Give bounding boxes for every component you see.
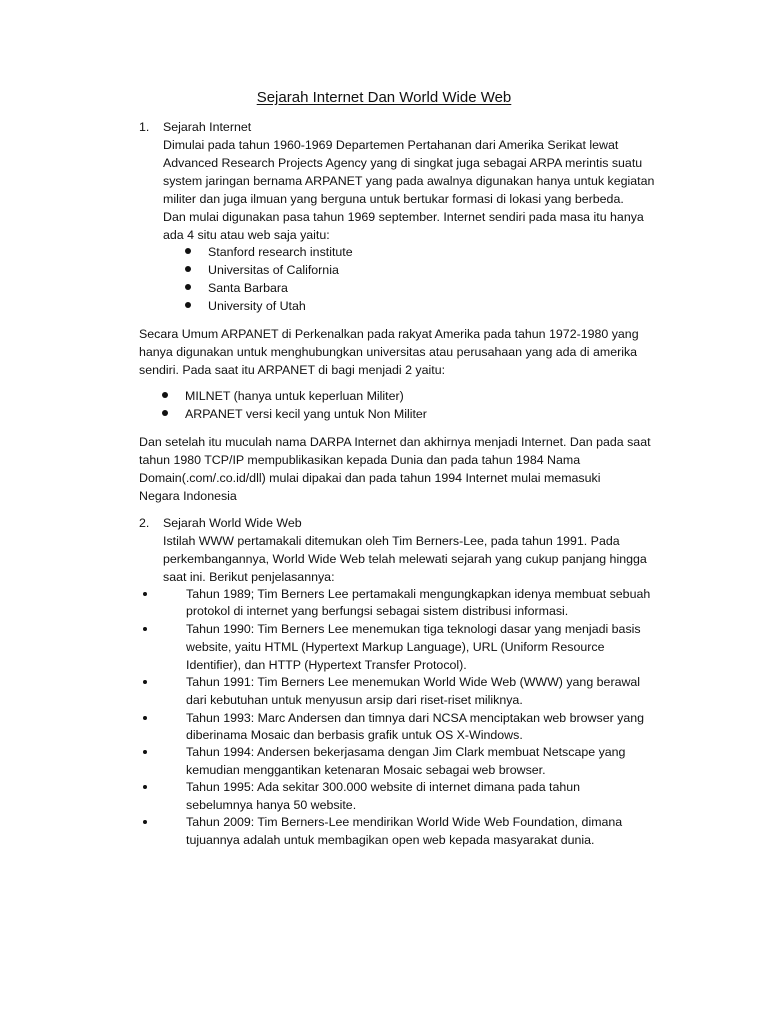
timeline-item-line: Tahun 1993: Marc Andersen dan timnya dari NCSA menciptakan web browser yang (186, 711, 645, 725)
section1-number: 1. (139, 120, 150, 134)
timeline-item-line: Tahun 1994: Andersen bekerjasama dengan Jim Clark membuat Netscape yang (186, 745, 626, 759)
bullet-icon (143, 627, 147, 631)
bullet-icon (143, 592, 147, 596)
section1-intro-line: militer dan juga ilmuan yang berguna untuk bertukar formasi di lokasi yang berbeda. (163, 192, 624, 206)
paragraph-line: Secara Umum ARPANET di Perkenalkan pada rakyat Amerika pada tahun 1972-1980 yang (139, 327, 639, 341)
site-list-item: University of Utah (208, 299, 306, 313)
section1-intro-line: Dimulai pada tahun 1960-1969 Departemen Pertahanan dari Amerika Serikat lewat (163, 138, 619, 152)
site-list-item: Stanford research institute (208, 245, 353, 259)
bullet-icon (185, 248, 191, 254)
timeline-item-line: website, yaitu HTML (Hypertext Markup Language), URL (Uniform Resource (186, 640, 605, 654)
timeline-item-line: Tahun 1990: Tim Berners Lee menemukan tiga teknologi dasar yang menjadi basis (186, 622, 641, 636)
division-list-item: MILNET (hanya untuk keperluan Militer) (185, 389, 404, 403)
timeline-item-line: tujuannya adalah untuk membagikan open web kepada masyarakat dunia. (186, 833, 595, 847)
section2-number: 2. (139, 516, 150, 530)
timeline-item-line: Tahun 1989; Tim Berners Lee pertamakali mengungkapkan idenya membuat sebuah (186, 587, 651, 601)
bullet-icon (185, 302, 191, 308)
paragraph-line: tahun 1980 TCP/IP mempublikasikan kepada Dunia dan pada tahun 1984 Nama (139, 453, 581, 467)
document-title: Sejarah Internet Dan World Wide Web (256, 89, 512, 106)
bullet-icon (143, 680, 147, 684)
bullet-icon (185, 284, 191, 290)
bullet-icon (143, 820, 147, 824)
section1-intro-line: Advanced Research Projects Agency yang di singkat juga sebagai ARPA merintis suatu (163, 156, 643, 170)
timeline-item-line: dari kebutuhan untuk menyusun arsip dari riset-riset miliknya. (186, 693, 523, 707)
timeline-item-line: Tahun 2009: Tim Berners-Lee mendirikan World Wide Web Foundation, dimana (186, 815, 623, 829)
section2-intro-line: Istilah WWW pertamakali ditemukan oleh Tim Berners-Lee, pada tahun 1991. Pada (163, 534, 620, 548)
section2-intro-line: saat ini. Berikut penjelasannya: (163, 570, 335, 584)
timeline-item-line: sebelumnya hanya 50 website. (186, 798, 357, 812)
paragraph-line: Dan setelah itu muculah nama DARPA Internet dan akhirnya menjadi Internet. Dan pada saat (139, 435, 651, 449)
timeline-item-line: kemudian menggantikan ketenaran Mosaic sebagai web browser. (186, 763, 546, 777)
section1-intro-line: system jaringan bernama ARPANET yang pada awalnya digunakan hanya untuk kegiatan (163, 174, 655, 188)
timeline-item-line: Tahun 1991: Tim Berners Lee menemukan World Wide Web (WWW) yang berawal (186, 675, 641, 689)
section2-heading: Sejarah World Wide Web (163, 516, 302, 530)
paragraph-line: Negara Indonesia (139, 489, 237, 503)
bullet-icon (185, 266, 191, 272)
section1-intro-line: ada 4 situ atau web saja yaitu: (163, 228, 330, 242)
timeline-item-line: Identifier), dan HTTP (Hypertext Transfer Protocol). (186, 658, 467, 672)
paragraph-line: hanya digunakan untuk menghubungkan universitas atau perusahaan yang ada di amerika (139, 345, 638, 359)
section2-intro-line: perkembangannya, World Wide Web telah melewati sejarah yang cukup panjang hingga (163, 552, 647, 566)
timeline-item-line: diberinama Mosaic dan berbasis grafik untuk OS X-Windows. (186, 728, 523, 742)
section1-intro-line: Dan mulai digunakan pasa tahun 1969 september. Internet sendiri pada masa itu hanya (163, 210, 644, 224)
paragraph-line: sendiri. Pada saat itu ARPANET di bagi menjadi 2 yaitu: (139, 363, 446, 377)
bullet-icon (162, 392, 168, 398)
site-list-item: Santa Barbara (208, 281, 288, 295)
bullet-icon (143, 750, 147, 754)
bullet-icon (143, 716, 147, 720)
bullet-icon (162, 410, 168, 416)
division-list-item: ARPANET versi kecil yang untuk Non Militer (185, 407, 427, 421)
paragraph-line: Domain(.com/.co.id/dll) mulai dipakai dan pada tahun 1994 Internet mulai memasuki (139, 471, 601, 485)
section1-heading: Sejarah Internet (163, 120, 252, 134)
site-list-item: Universitas of California (208, 263, 339, 277)
timeline-item-line: protokol di internet yang berfungsi sebagai sistem distribusi informasi. (186, 604, 569, 618)
bullet-icon (143, 785, 147, 789)
timeline-item-line: Tahun 1995: Ada sekitar 300.000 website di internet dimana pada tahun (186, 780, 581, 794)
